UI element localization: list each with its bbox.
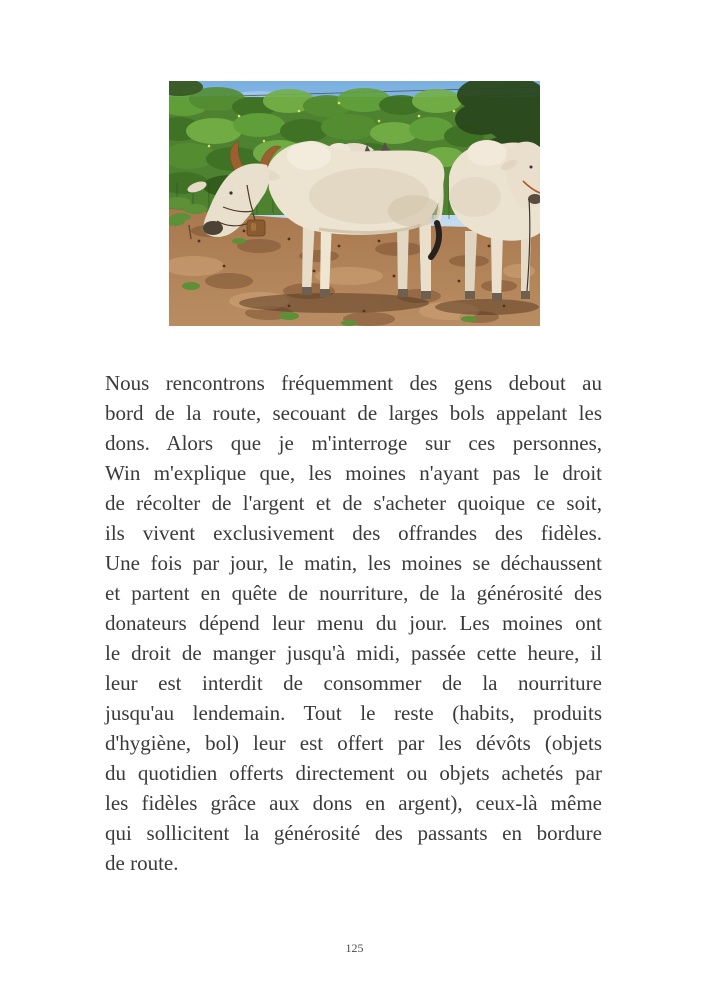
cattle-photo-art [169,81,540,326]
text-line: Win m'explique que, les moines n'ayant pas le droit [105,461,602,485]
text-line: du quotidien offerts directement ou objets achetés par [105,761,602,785]
text-line: ils vivent exclusivement des offrandes des fidèles. [105,521,602,545]
body-paragraph [105,368,602,878]
page-number: 125 [345,941,364,955]
text-line: d'hygiène, bol) leur est offert par les dévôts (objets [105,731,602,755]
text-line: Nous rencontrons fréquemment des gens debout au [105,371,602,395]
text-line: de route. [105,851,179,875]
text-line: bord de la route, secouant de larges bols appelant les [105,401,602,425]
text-line: dons. Alors que je m'interroge sur ces personnes, [105,431,602,455]
text-line: Une fois par jour, le matin, les moines se déchaussent [105,551,602,575]
text-line: donateurs dépend leur menu du jour. Les moines ont [105,611,602,635]
text-line: leur est interdit de consommer de la nourriture [105,671,602,695]
text-line: et partent en quête de nourriture, de la générosité des [105,581,602,605]
text-line: de récolter de l'argent et de s'acheter quoique ce soit, [105,491,602,515]
text-line: les fidèles grâce aux dons en argent), ceux-là même [105,791,602,815]
cattle-photo [169,81,540,326]
text-line: jusqu'au lendemain. Tout le reste (habits, produits [105,701,602,725]
text-line: le droit de manger jusqu'à midi, passée cette heure, il [105,641,602,665]
text-line: qui sollicitent la générosité des passants en bordure [105,821,602,845]
